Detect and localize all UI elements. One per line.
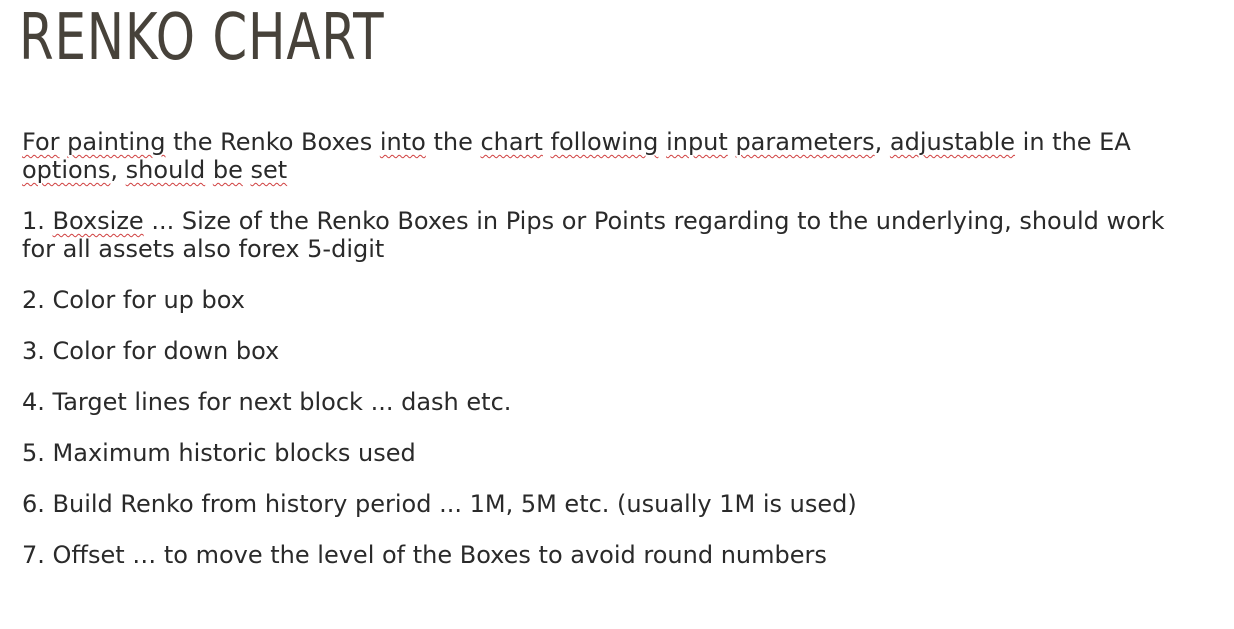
spell-word: input — [666, 128, 728, 156]
list-item-number: 1. — [22, 207, 53, 235]
spell-word: should — [125, 156, 206, 184]
spell-word: options — [22, 156, 111, 184]
spell-word: Boxsize — [52, 207, 144, 235]
spell-word: into — [379, 128, 426, 156]
text-run: the — [425, 128, 481, 156]
spell-word: For — [22, 128, 60, 156]
text-run: , — [874, 128, 890, 156]
text-run — [543, 128, 551, 156]
spell-word: set — [250, 156, 288, 184]
spell-word: parameters — [735, 128, 875, 156]
text-run: the Renko Boxes — [165, 128, 380, 156]
spell-word: adjustable — [889, 128, 1016, 156]
list-item-5: 5. Maximum historic blocks used — [22, 439, 416, 467]
text-run — [60, 128, 68, 156]
intro-paragraph — [22, 128, 1202, 184]
spell-word: following — [550, 128, 659, 156]
list-item-text: ... Size of the Renko Boxes in Pips or Points regarding to the underlying, should work for all assets also forex 5-digit — [22, 207, 1165, 263]
list-item-7: 7. Offset … to move the level of the Boxes to avoid round numbers — [22, 541, 827, 569]
spell-word: be — [212, 156, 243, 184]
text-run — [205, 156, 213, 184]
list-item-1 — [22, 207, 1202, 263]
list-item-2: 2. Color for up box — [22, 286, 245, 314]
text-run: , — [110, 156, 126, 184]
list-item-3: 3. Color for down box — [22, 337, 280, 365]
slide-title: RENKO CHART — [19, 1, 385, 75]
spell-word: chart — [480, 128, 543, 156]
text-run — [658, 128, 666, 156]
list-item-6: 6. Build Renko from history period ... 1M, 5M etc. (usually 1M is used) — [22, 490, 857, 518]
text-run: in the EA — [1015, 128, 1131, 156]
list-item-4: 4. Target lines for next block ... dash etc. — [22, 388, 512, 416]
spell-word: painting — [67, 128, 166, 156]
slide-body — [22, 128, 1202, 569]
